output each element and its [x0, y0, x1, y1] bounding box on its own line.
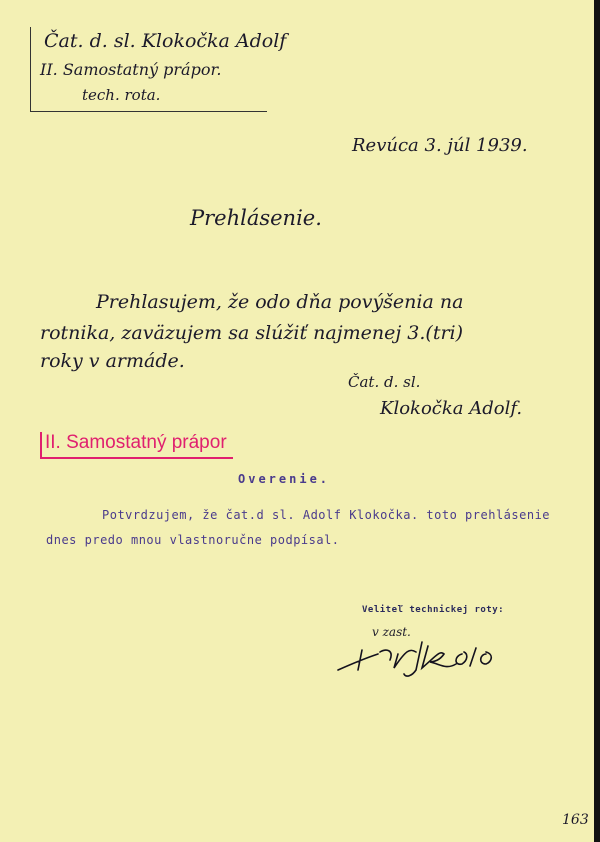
verification-line-1: Potvrdzujem, že čat.d sl. Adolf Klokočka. toto prehlásenie: [102, 508, 551, 522]
verification-title: Overenie.: [238, 472, 331, 486]
verification-line-2: dnes predo mnou vlastnoručne podpísal.: [46, 533, 340, 547]
signer-name: Klokočka Adolf.: [380, 398, 523, 419]
place-date: Revúca 3. júl 1939.: [352, 135, 528, 156]
document-title: Prehlásenie.: [190, 206, 322, 230]
header-name: Čat. d. sl. Klokočka Adolf: [44, 30, 287, 52]
header-unit: II. Samostatný prápor.: [40, 60, 222, 79]
commander-signature: [336, 640, 536, 680]
page-number: 163: [562, 812, 589, 828]
signer-rank: Čat. d. sl.: [348, 373, 421, 391]
unit-stamp: II. Samostatný prápor: [40, 432, 233, 459]
header-company: tech. rota.: [82, 86, 161, 104]
body-line-1: Prehlasujem, že odo dňa povýšenia na: [96, 291, 464, 313]
body-line-2: rotnika, zaväzujem sa slúžiť najmenej 3.(tri): [40, 322, 464, 344]
on-behalf-note: v zast.: [372, 625, 411, 639]
body-line-3: roky v armáde.: [40, 350, 185, 372]
commander-stamp: Veliteľ technickej roty:: [362, 605, 505, 615]
